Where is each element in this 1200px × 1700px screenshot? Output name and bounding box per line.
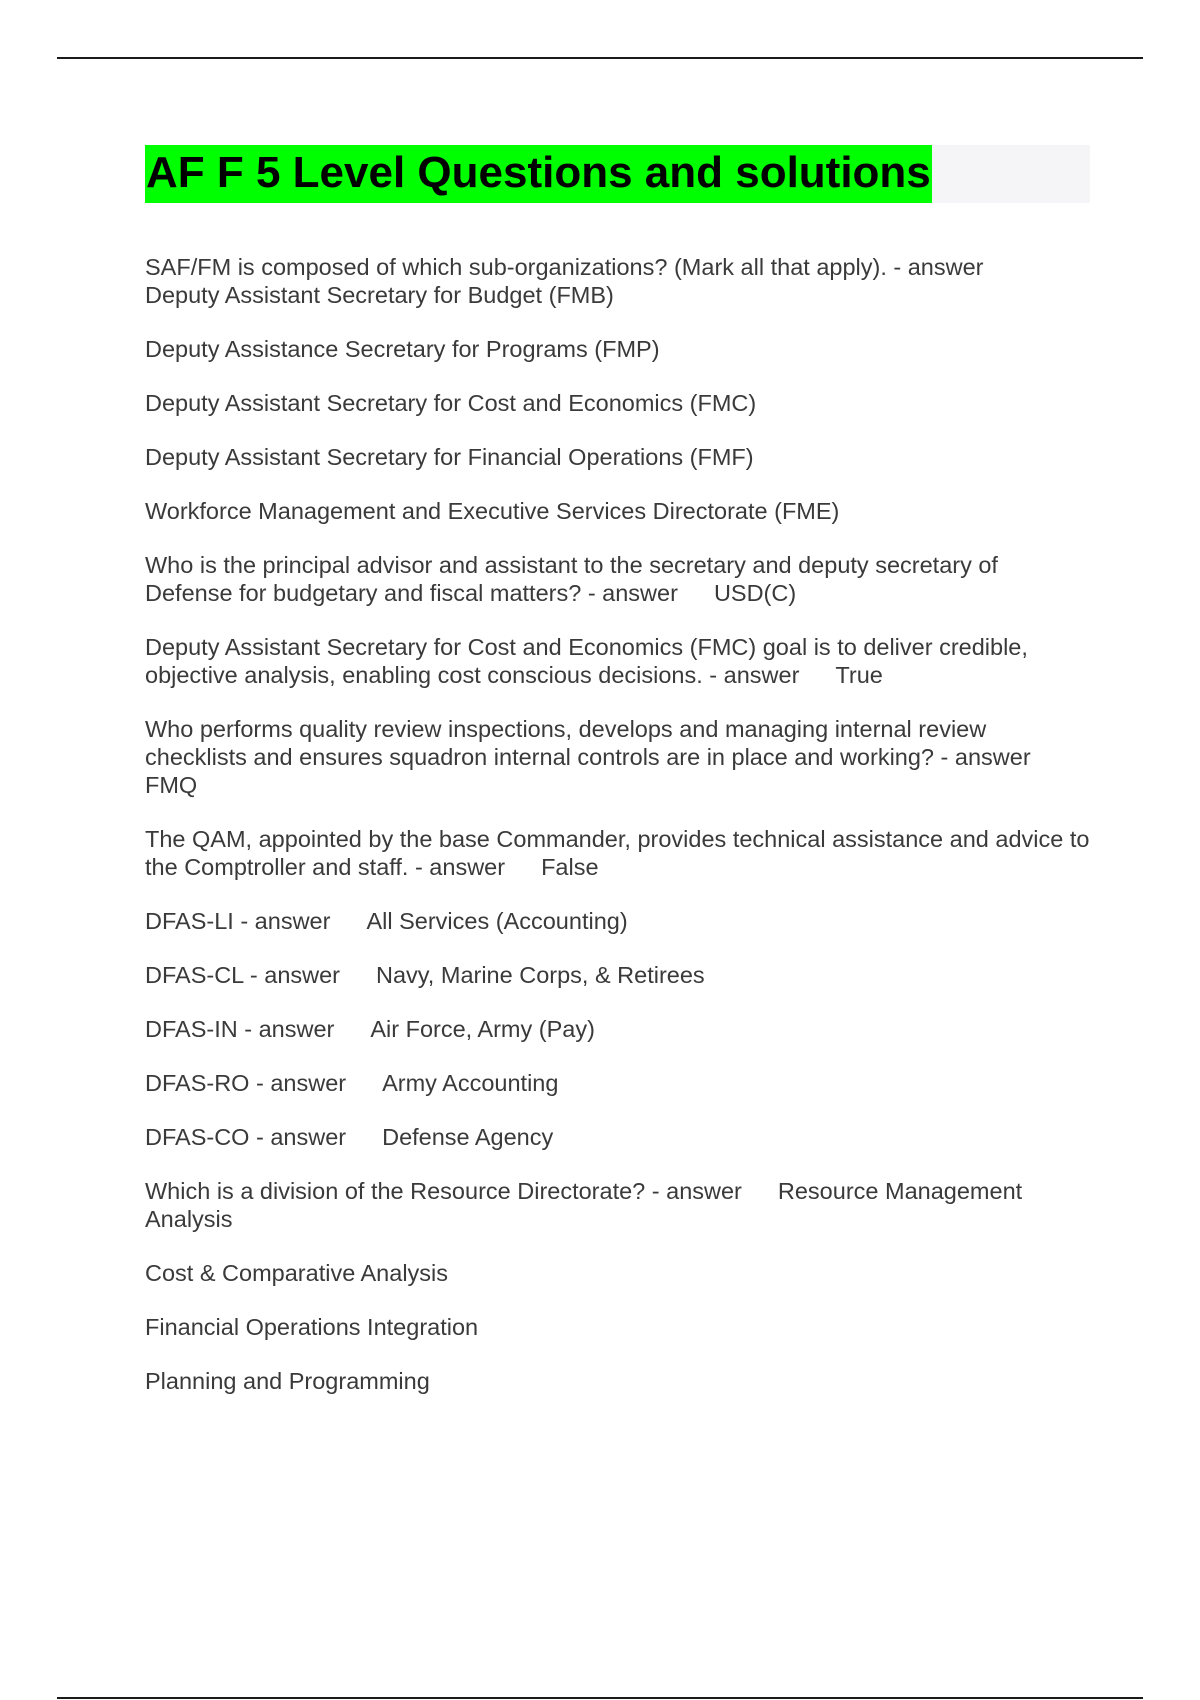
question-text: DFAS-RO - answer <box>145 1070 347 1096</box>
answer-text: False <box>541 854 599 880</box>
qa-item-2 <box>145 335 1090 363</box>
qa-item-3 <box>145 389 1090 417</box>
qa-item-8 <box>145 715 1090 799</box>
document-title: AF F 5 Level Questions and solutions <box>145 145 932 203</box>
qa-item-1 <box>145 253 1090 309</box>
qa-item-4 <box>145 443 1090 471</box>
answer-text: Air Force, Army (Pay) <box>370 1016 595 1042</box>
question-text: Deputy Assistant Secretary for Cost and Economics (FMC) goal is to deliver credible, objective analysis, enabling cost conscious decisions. - answer <box>145 634 1028 688</box>
qa-item-10 <box>145 907 1090 935</box>
qa-item-9 <box>145 825 1090 881</box>
question-text: Who is the principal advisor and assistant to the secretary and deputy secretary of Defense for budgetary and fiscal matters? - answer <box>145 552 998 606</box>
item-text: Who performs quality review inspections, develops and managing internal review checklists and ensures squadron internal controls are in place and working? - answer FMQ <box>145 716 1031 798</box>
question-text: The QAM, appointed by the base Commander, provides technical assistance and advice to the Comptroller and staff. - answer <box>145 826 1090 880</box>
item-text: Planning and Programming <box>145 1368 430 1394</box>
answer-text: Army Accounting <box>382 1070 559 1096</box>
qa-item-13 <box>145 1069 1090 1097</box>
qa-item-12 <box>145 1015 1090 1043</box>
qa-item-5 <box>145 497 1090 525</box>
item-text: Financial Operations Integration <box>145 1314 479 1340</box>
qa-item-7 <box>145 633 1090 689</box>
question-text: DFAS-CO - answer <box>145 1124 347 1150</box>
answer-text: All Services (Accounting) <box>366 908 628 934</box>
answer-text: Navy, Marine Corps, & Retirees <box>376 962 705 988</box>
item-text: Cost & Comparative Analysis <box>145 1260 449 1286</box>
document-body <box>145 145 1090 1421</box>
item-text: Deputy Assistance Secretary for Programs (FMP) <box>145 336 660 362</box>
item-text: Workforce Management and Executive Services Directorate (FME) <box>145 498 840 524</box>
qa-item-17 <box>145 1313 1090 1341</box>
top-rule <box>57 57 1143 59</box>
qa-item-16 <box>145 1259 1090 1287</box>
item-text: SAF/FM is composed of which sub-organizations? (Mark all that apply). - answer Deputy Assistant Secretary for Budget (FMB) <box>145 254 984 308</box>
qa-item-6 <box>145 551 1090 607</box>
qa-item-15 <box>145 1177 1090 1233</box>
question-text: Which is a division of the Resource Directorate? - answer <box>145 1178 742 1204</box>
qa-item-14 <box>145 1123 1090 1151</box>
answer-text: Resource Management Analysis <box>145 1178 1023 1232</box>
answer-text: USD(C) <box>713 580 797 606</box>
answer-text: True <box>835 662 883 688</box>
title-band <box>145 145 1090 203</box>
item-text: Deputy Assistant Secretary for Financial Operations (FMF) <box>145 444 754 470</box>
question-text: DFAS-LI - answer <box>145 908 331 934</box>
qa-item-18 <box>145 1367 1090 1395</box>
qa-item-11 <box>145 961 1090 989</box>
bottom-rule <box>57 1697 1143 1699</box>
item-text: Deputy Assistant Secretary for Cost and Economics (FMC) <box>145 390 757 416</box>
question-text: DFAS-CL - answer <box>145 962 341 988</box>
question-text: DFAS-IN - answer <box>145 1016 335 1042</box>
answer-text: Defense Agency <box>382 1124 554 1150</box>
